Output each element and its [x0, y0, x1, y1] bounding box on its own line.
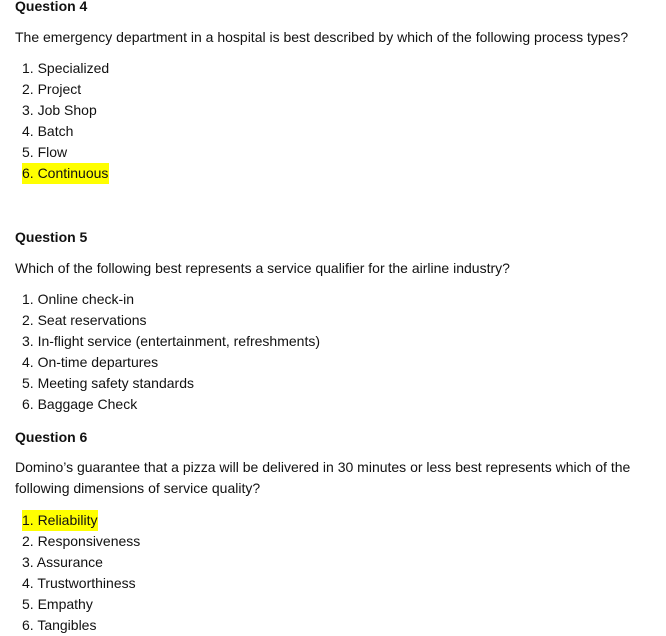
question-4-text: The emergency department in a hospital is best described by which of the following process types?	[15, 29, 629, 45]
question-6-option-4[interactable]	[22, 573, 141, 594]
option-label: 2. Project	[22, 81, 82, 97]
option-label: 3. Job Shop	[22, 102, 97, 118]
question-5-option-2[interactable]	[22, 310, 321, 331]
option-label-highlighted: 6. Continuous	[22, 163, 109, 184]
option-label: 6. Tangibles	[22, 617, 97, 633]
question-6-option-1[interactable]	[22, 510, 141, 531]
option-label: 5. Meeting safety standards	[22, 375, 194, 391]
question-6-option-6[interactable]	[22, 615, 141, 636]
option-label: 3. Assurance	[22, 554, 103, 570]
option-label: 1. Specialized	[22, 60, 110, 76]
question-5-options	[22, 289, 321, 415]
question-4-option-1[interactable]	[22, 58, 110, 79]
question-5-option-5[interactable]	[22, 373, 321, 394]
question-5-heading: Question 5	[15, 229, 88, 245]
option-label: 3. In-flight service (entertainment, refreshments)	[22, 333, 321, 349]
option-label: 4. Batch	[22, 123, 74, 139]
option-label-highlighted: 1. Reliability	[22, 510, 98, 531]
question-6-option-3[interactable]	[22, 552, 141, 573]
question-6-option-2[interactable]	[22, 531, 141, 552]
question-4-option-5[interactable]	[22, 142, 110, 163]
question-6-heading: Question 6	[15, 429, 88, 445]
option-label: 4. On-time departures	[22, 354, 159, 370]
question-6-text: Domino’s guarantee that a pizza will be delivered in 30 minutes or less best represents which of the following dimensions of service quality?	[15, 459, 631, 496]
question-4-options	[22, 58, 110, 184]
question-4-option-3[interactable]	[22, 100, 110, 121]
question-6-option-5[interactable]	[22, 594, 141, 615]
question-5-option-1[interactable]	[22, 289, 321, 310]
question-5-option-4[interactable]	[22, 352, 321, 373]
option-label: 6. Baggage Check	[22, 396, 138, 412]
question-4-option-4[interactable]	[22, 121, 110, 142]
question-4-heading: Question 4	[15, 0, 88, 14]
option-label: 2. Seat reservations	[22, 312, 147, 328]
option-label: 4. Trustworthiness	[22, 575, 136, 591]
option-label: 5. Empathy	[22, 596, 93, 612]
option-label: 1. Online check-in	[22, 291, 135, 307]
option-label: 5. Flow	[22, 144, 68, 160]
option-label: 2. Responsiveness	[22, 533, 141, 549]
question-5-option-3[interactable]	[22, 331, 321, 352]
question-6-options	[22, 510, 141, 636]
question-5-option-6[interactable]	[22, 394, 321, 415]
question-4-option-2[interactable]	[22, 79, 110, 100]
question-4-option-6[interactable]	[22, 163, 110, 184]
question-5-text: Which of the following best represents a service qualifier for the airline industry?	[15, 260, 510, 276]
